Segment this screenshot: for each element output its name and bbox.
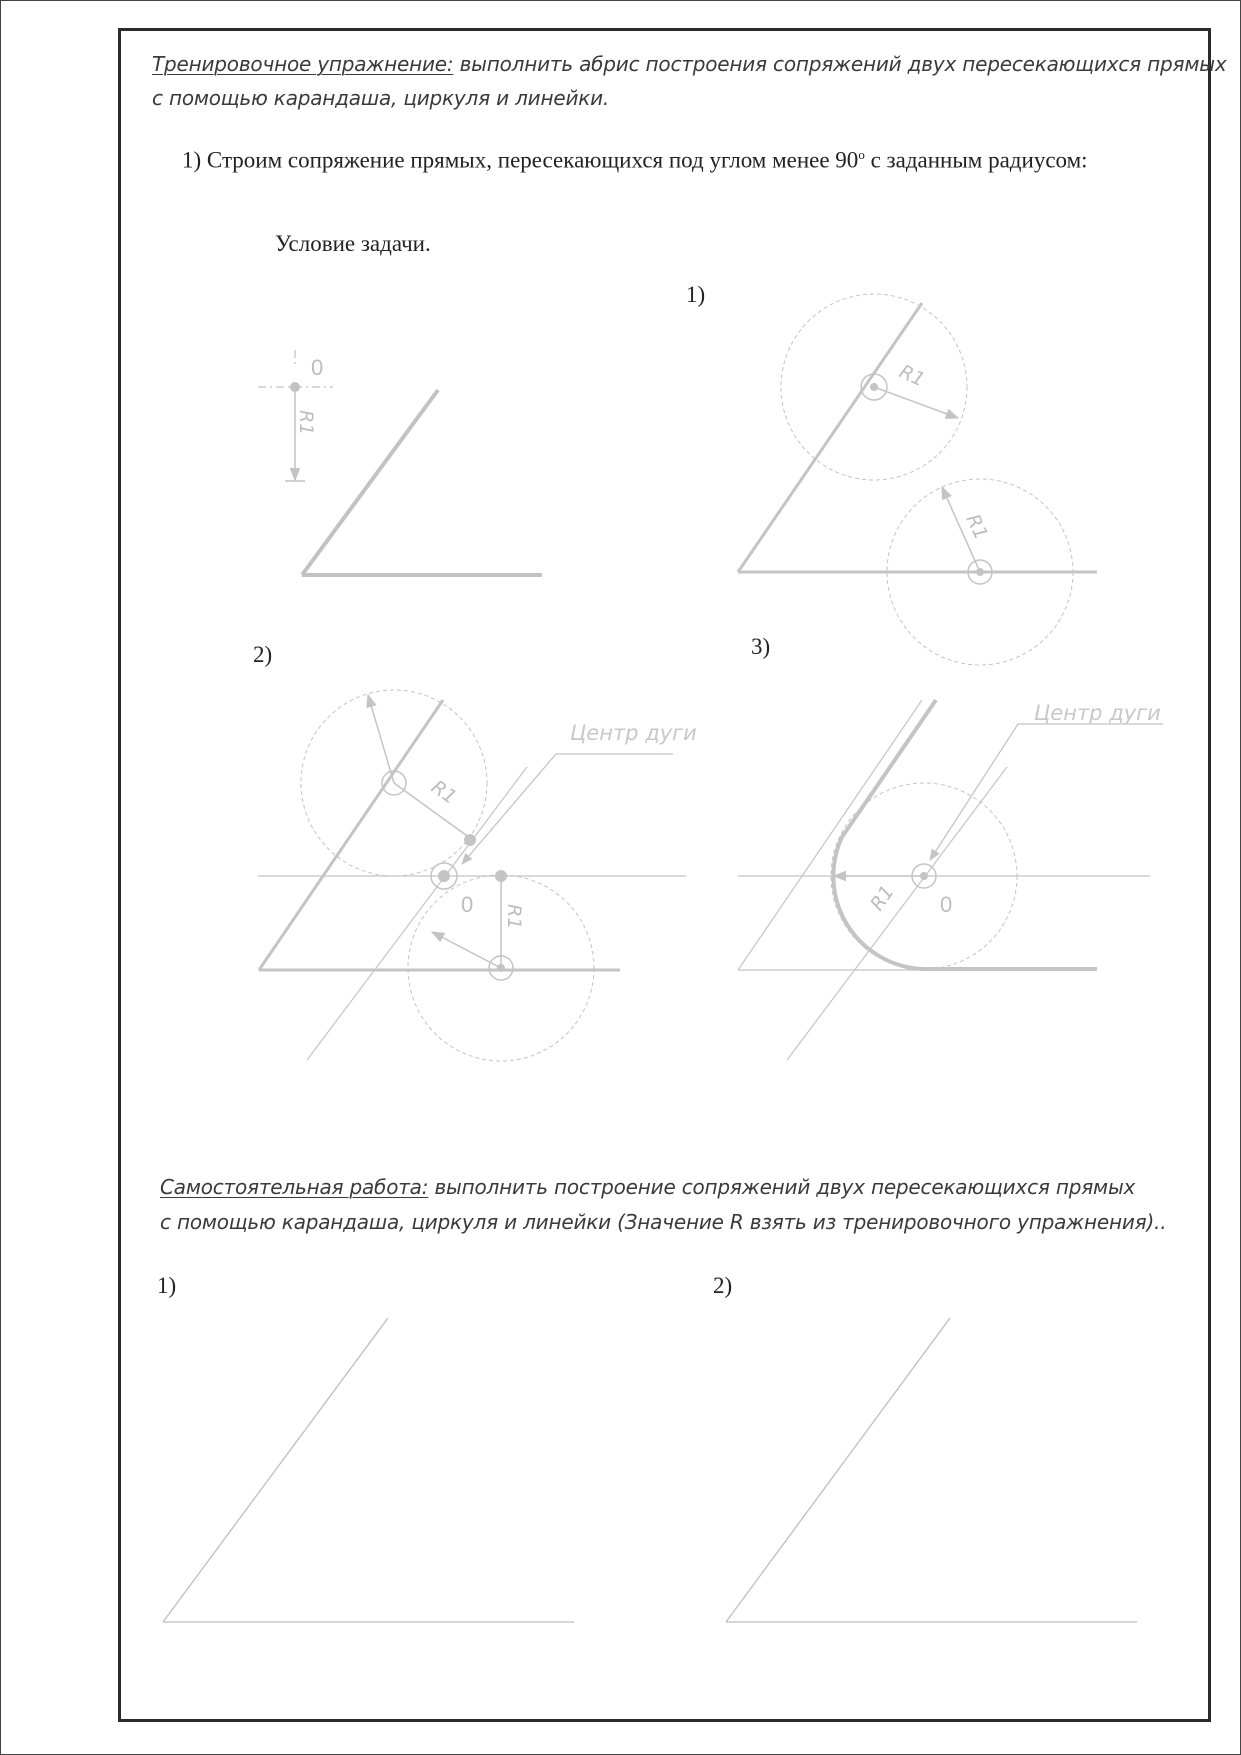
degree-mark: o	[858, 147, 865, 162]
task1-figure	[163, 1318, 574, 1622]
step2-radius-label-a: R1	[427, 776, 461, 809]
step2-point-a	[464, 834, 476, 846]
condition-center-label: 0	[311, 355, 324, 380]
condition-heading: Условие задачи.	[275, 231, 431, 256]
task1-number: 1)	[157, 1273, 177, 1298]
step1-inclined-line	[738, 303, 922, 572]
task1-inclined-line	[163, 1318, 388, 1622]
condition-figure	[258, 350, 542, 575]
step2-radius-arrow-b	[432, 932, 501, 968]
condition-radius-label: R1	[295, 410, 317, 436]
step2-radius-arrow-a	[368, 695, 394, 783]
step3-fillet-contour	[833, 700, 1097, 969]
task2-inclined-line	[726, 1318, 950, 1622]
step2-callout-label: Центр дуги	[570, 721, 697, 745]
condition-center-point	[290, 382, 300, 392]
step2-callout-leader	[462, 754, 673, 864]
step1-radius-label-b: R1	[961, 510, 993, 544]
step2-number: 2)	[253, 642, 273, 667]
task2-figure	[726, 1318, 1137, 1622]
training-title-rest: выполнить абрис построения сопряжений двух пересекающихся прямых	[453, 52, 1227, 76]
training-title-underlined: Тренировочное упражнение:	[152, 52, 454, 76]
step2-point-b	[495, 870, 507, 882]
task2-number: 2)	[713, 1273, 733, 1298]
step2-radius-label-b: R1	[503, 904, 525, 930]
step2-arc-center	[438, 870, 450, 882]
step3-figure	[738, 700, 1163, 1060]
step2-inclined-line	[259, 700, 443, 970]
step3-parallel-inclined	[787, 767, 1007, 1060]
step3-inclined-thin	[738, 700, 922, 970]
condition-inclined-line	[302, 390, 438, 575]
step2-parallel-inclined	[307, 767, 527, 1060]
step1-number: 1)	[686, 282, 706, 307]
step2-figure	[258, 690, 686, 1061]
independent-title-rest: выполнить построение сопряжений двух пересекающихся прямых	[428, 1175, 1136, 1199]
step3-number: 3)	[751, 634, 771, 659]
training-line2: с помощью карандаша, циркуля и линейки.	[152, 86, 610, 110]
step2-center-label: 0	[461, 892, 474, 917]
independent-title-underlined: Самостоятельная работа:	[160, 1175, 429, 1199]
step3-center-label: 0	[940, 892, 953, 917]
step1-radius-label-a: R1	[895, 360, 929, 392]
step3-radius-label: R1	[866, 881, 899, 915]
step1-figure	[738, 294, 1097, 665]
independent-line2: с помощью карандаша, циркуля и линейки (Значение R взять из тренировочного упражнения)..	[160, 1210, 1167, 1234]
step3-callout-label: Центр дуги	[1034, 701, 1161, 725]
step1-radius-arrow-a	[874, 387, 958, 418]
step1-text-before: 1) Строим сопряжение прямых, пересекающихся под углом менее 90	[182, 147, 859, 173]
step1-text-after: с заданным радиусом:	[864, 147, 1088, 173]
